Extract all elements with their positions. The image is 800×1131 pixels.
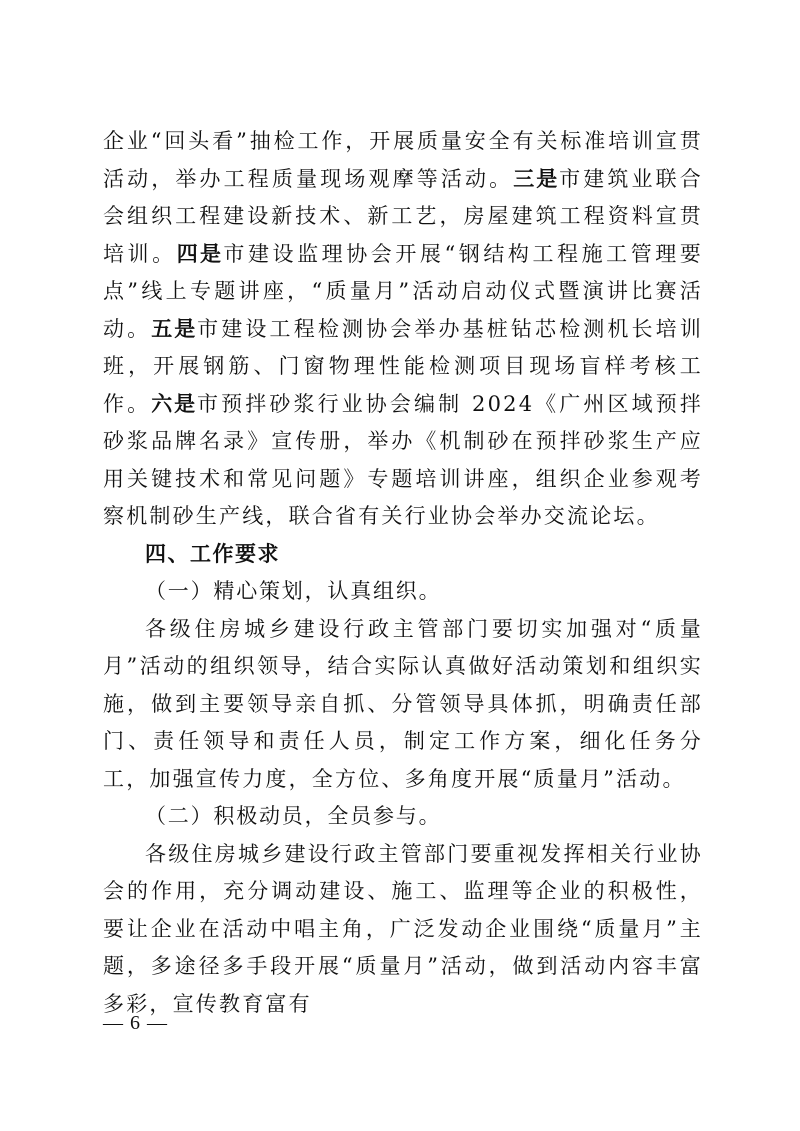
subsection-heading-2: （二）积极动员，全员参与。 [145,804,442,828]
lead-four: 四是 [176,241,224,266]
paragraph-text: 企业“回头看”抽检工作，开展质量安全有关标准培训宣贯活动，举办工程质量现场观摩等活动。 [103,129,703,191]
paragraph-activities [103,123,703,536]
lead-five: 五是 [151,316,198,341]
lead-three: 三是 [513,166,560,191]
paragraph-text: 市建筑业联合会组织工程建设新技术、新工艺，房屋建筑工程资料宣贯培训。 [103,166,704,266]
paragraph-mobilization: 各级住房城乡建设行政主管部门要重视发挥相关行业协会的作用，充分调动建设、施工、监理等企业的积极性，要让企业在活动中唱主角，广泛发动企业围绕“质量月”主题，多途径多手段开展“质量月”活动，做到活动内容丰富多彩，宣传教育富有 [103,841,703,1016]
lead-six: 六是 [151,391,198,416]
paragraph-text: 市预拌砂浆行业协会编制 2024《广州区域预拌砂浆品牌名录》宣传册，举办《机制砂在预拌砂浆生产应用关键技术和常见问题》专题培训讲座，组织企业参观考察机制砂生产线，联合省有关行业协会举办交流论坛。 [103,391,704,528]
subsection-heading-1: （一）精心策划，认真组织。 [145,579,442,603]
paragraph-planning: 各级住房城乡建设行政主管部门要切实加强对“质量月”活动的组织领导，结合实际认真做好活动策划和组织实施，做到主要领导亲自抓、分管领导具体抓，明确责任部门、责任领导和责任人员，制定工作方案，细化任务分工，加强宣传力度，全方位、多角度开展“质量月”活动。 [103,616,703,791]
document-body [103,123,703,1023]
paragraph-text: 市建设监理协会开展“钢结构工程施工管理要点”线上专题讲座，“质量月”活动启动仪式暨演讲比赛活动。 [103,241,704,341]
section-heading: 四、工作要求 [145,541,280,566]
paragraph-text: 市建设工程检测协会举办基桩钻芯检测机长培训班，开展钢筋、门窗物理性能检测项目现场盲样考核工作。 [103,316,704,416]
page-number: — 6 — [103,1012,168,1034]
